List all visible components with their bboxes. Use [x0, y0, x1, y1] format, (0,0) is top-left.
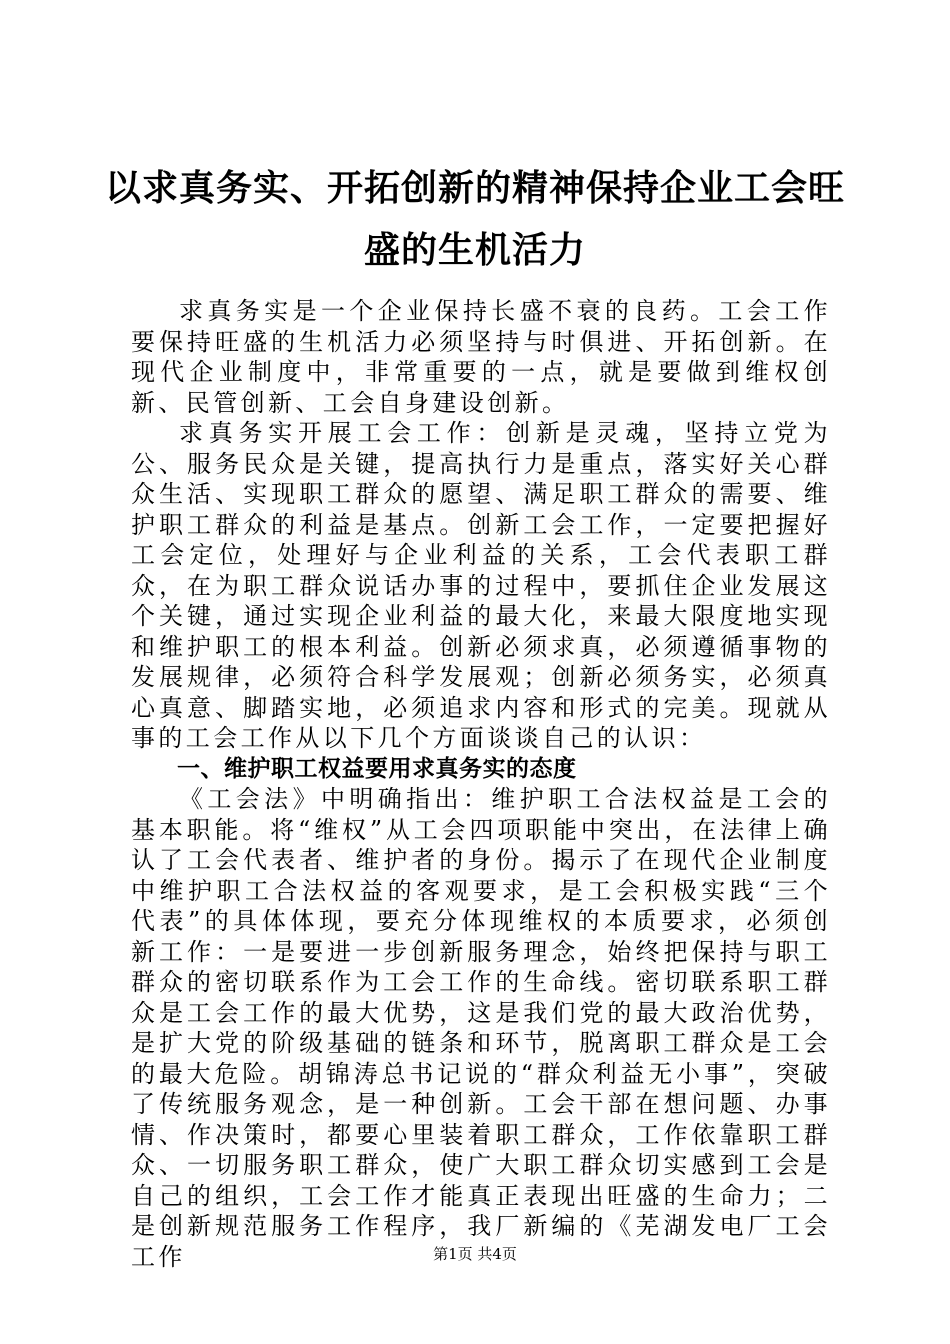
page-number-footer: 第1页 共4页 — [433, 1245, 517, 1263]
section-heading: 一、维护职工权益要用求真务实的态度 — [177, 755, 577, 782]
document-title — [100, 158, 850, 282]
title-line-2: 盛的生机活力 — [363, 230, 586, 271]
body-paragraph: 求真务实开展工会工作：创新是灵魂，坚持立党为公、服务民众是关键，提高执行力是重点，落实好关心群众生活、实现职工群众的愿望、满足职工群众的需要、维护职工群众的利益是基点。创新工会工作，一定要把握好工会定位，处理好与企业利益的关系，工会代表职工群众，在为职工群众说话办事的过程中，要抓住企业发展这个关键，通过实现企业利益的最大化，来最大限度地实现和维护职工的根本利益。创新必须求真，必须遵循事物的发展规律，必须符合科学发展观；创新必须务实，必须真心真意、脚踏实地，必须追求内容和形式的完美。现就从事的工会工作从以下几个方面谈谈自己的认识： — [131, 419, 831, 752]
section-paragraph: 《工会法》中明确指出：维护职工合法权益是工会的基本职能。将“维权”从工会四项职能中突出，在法律上确认了工会代表者、维护者的身份。揭示了在现代企业制度中维护职工合法权益的客观要求，是工会积极实践“三个代表”的具体体现，要充分体现维权的本质要求，必须创新工作：一是要进一步创新服务理念，始终把保持与职工群众的密切联系作为工会工作的生命线。密切联系职工群众是工会工作的最大优势，这是我们党的最大政治优势，是扩大党的阶级基础的链条和环节，脱离职工群众是工会的最大危险。胡锦涛总书记说的“群众利益无小事”，突破了传统服务观念，是一种创新。工会干部在想问题、办事情、作决策时，都要心里装着职工群众，工作依靠职工群众、一切服务职工群众，使广大职工群众切实感到工会是自己的组织，工会工作才能真正表现出旺盛的生命力；二是创新规范服务工作程序，我厂新编的《芜湖发电厂工会工作 — [131, 785, 831, 1271]
document-body — [131, 296, 831, 1272]
title-line-1: 以求真务实、开拓创新的精神保持企业工会旺 — [104, 168, 845, 209]
intro-paragraph: 求真务实是一个企业保持长盛不衰的良药。工会工作要保持旺盛的生机活力必须坚持与时俱进、开拓创新。在现代企业制度中，非常重要的一点，就是要做到维权创新、民管创新、工会自身建设创新。 — [131, 297, 831, 417]
